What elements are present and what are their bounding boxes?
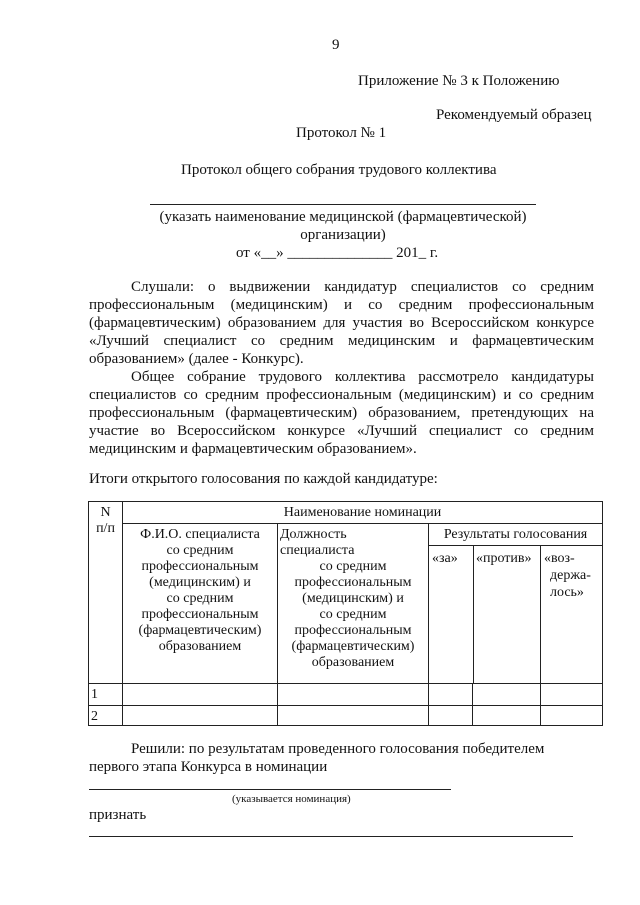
date-line: от «__» ______________ 201_ г.: [236, 245, 439, 261]
for-cell: [429, 684, 473, 706]
position-line: со средним: [319, 559, 387, 574]
number-column-header: [89, 502, 123, 684]
vote-against-label: «против»: [476, 551, 532, 566]
position-line: (фармацевтическим): [291, 639, 415, 654]
fio-line: (фармацевтическим): [138, 623, 262, 638]
results-header: Результаты голосования: [429, 524, 603, 684]
meeting-paragraph: [89, 368, 594, 458]
sample-label: Рекомендуемый образец: [436, 107, 592, 123]
number-abbrev: п/п: [96, 521, 115, 536]
organization-hint-line1: (указать наименование медицинской (фармацевтической): [159, 209, 527, 225]
organization-hint-line2: организации): [300, 227, 386, 243]
fio-column-header: [123, 524, 278, 684]
appendix-label: Приложение № 3 к Положению: [358, 73, 560, 89]
fio-line: со средним: [166, 543, 234, 558]
fio-line: Ф.И.О. специалиста: [140, 527, 260, 542]
abstained-cell: [541, 706, 603, 726]
page-number: 9: [332, 37, 340, 53]
winner-name-line: [89, 836, 573, 837]
vote-abstained-line: «воз-: [544, 551, 575, 566]
decision-line2: первого этапа Конкурса в номинации: [89, 759, 328, 775]
fio-line: профессиональным: [141, 559, 259, 574]
fio-line: (медицинским) и: [149, 575, 251, 590]
position-cell: [278, 706, 429, 726]
decision-line1: Решили: по результатам проведенного голосования победителем: [131, 741, 545, 757]
vote-for-label: «за»: [432, 551, 458, 566]
for-cell: [429, 706, 473, 726]
nomination-header: Наименование номинации: [123, 502, 603, 524]
position-column-header: [278, 524, 429, 684]
meeting-line: специалистов со средним профессиональным (медицинским) и со средним: [89, 387, 594, 403]
meeting-line: участие во Всероссийском конкурсе «Лучший специалист со средним: [89, 423, 594, 439]
organization-name-line: [150, 204, 536, 205]
fio-line: профессиональным: [141, 607, 259, 622]
position-line: со средним: [319, 607, 387, 622]
position-line: специалиста: [280, 543, 355, 558]
recognize-label: признать: [89, 807, 147, 823]
nomination-hint: (указывается номинация): [232, 793, 351, 805]
fio-line: образованием: [158, 639, 242, 654]
meeting-line: профессиональным (фармацевтическим) образованием, претендующих на: [89, 405, 594, 421]
position-line: Должность: [280, 527, 347, 542]
position-line: профессиональным: [294, 623, 412, 638]
heard-paragraph: [89, 278, 594, 368]
fio-line: со средним: [166, 591, 234, 606]
number-sign: N: [100, 505, 111, 520]
position-line: образованием: [311, 655, 395, 670]
heard-line: «Лучший специалист со средним медицинским и фармацевтическим: [89, 333, 594, 349]
heard-line: профессиональным (медицинским) и со средним профессиональным: [89, 297, 594, 313]
abstained-cell: [541, 684, 603, 706]
row-number: 2: [89, 706, 123, 726]
position-line: (медицинским) и: [302, 591, 404, 606]
position-cell: [278, 684, 429, 706]
fio-cell: [123, 706, 278, 726]
vote-abstained-line: лось»: [550, 585, 584, 600]
vote-subheader: [428, 545, 602, 683]
against-cell: [473, 684, 541, 706]
heard-line: образованием» (далее - Конкурс).: [89, 351, 304, 367]
heard-line: Слушали: о выдвижении кандидатур специалистов со средним: [131, 279, 594, 295]
protocol-number: Протокол № 1: [296, 125, 387, 141]
meeting-line: медицинским и фармацевтическим образованием».: [89, 441, 417, 457]
results-intro: Итоги открытого голосования по каждой кандидатуре:: [89, 471, 438, 487]
nomination-line: [89, 789, 451, 790]
against-cell: [473, 706, 541, 726]
fio-cell: [123, 684, 278, 706]
heard-line: (фармацевтическим) образованием для участия во Всероссийском конкурсе: [89, 315, 594, 331]
protocol-title: Протокол общего собрания трудового коллектива: [181, 162, 497, 178]
vote-abstained-line: держа-: [550, 568, 591, 583]
position-line: профессиональным: [294, 575, 412, 590]
row-number: 1: [89, 684, 123, 706]
meeting-line: Общее собрание трудового коллектива рассмотрело кандидатуры: [131, 369, 594, 385]
